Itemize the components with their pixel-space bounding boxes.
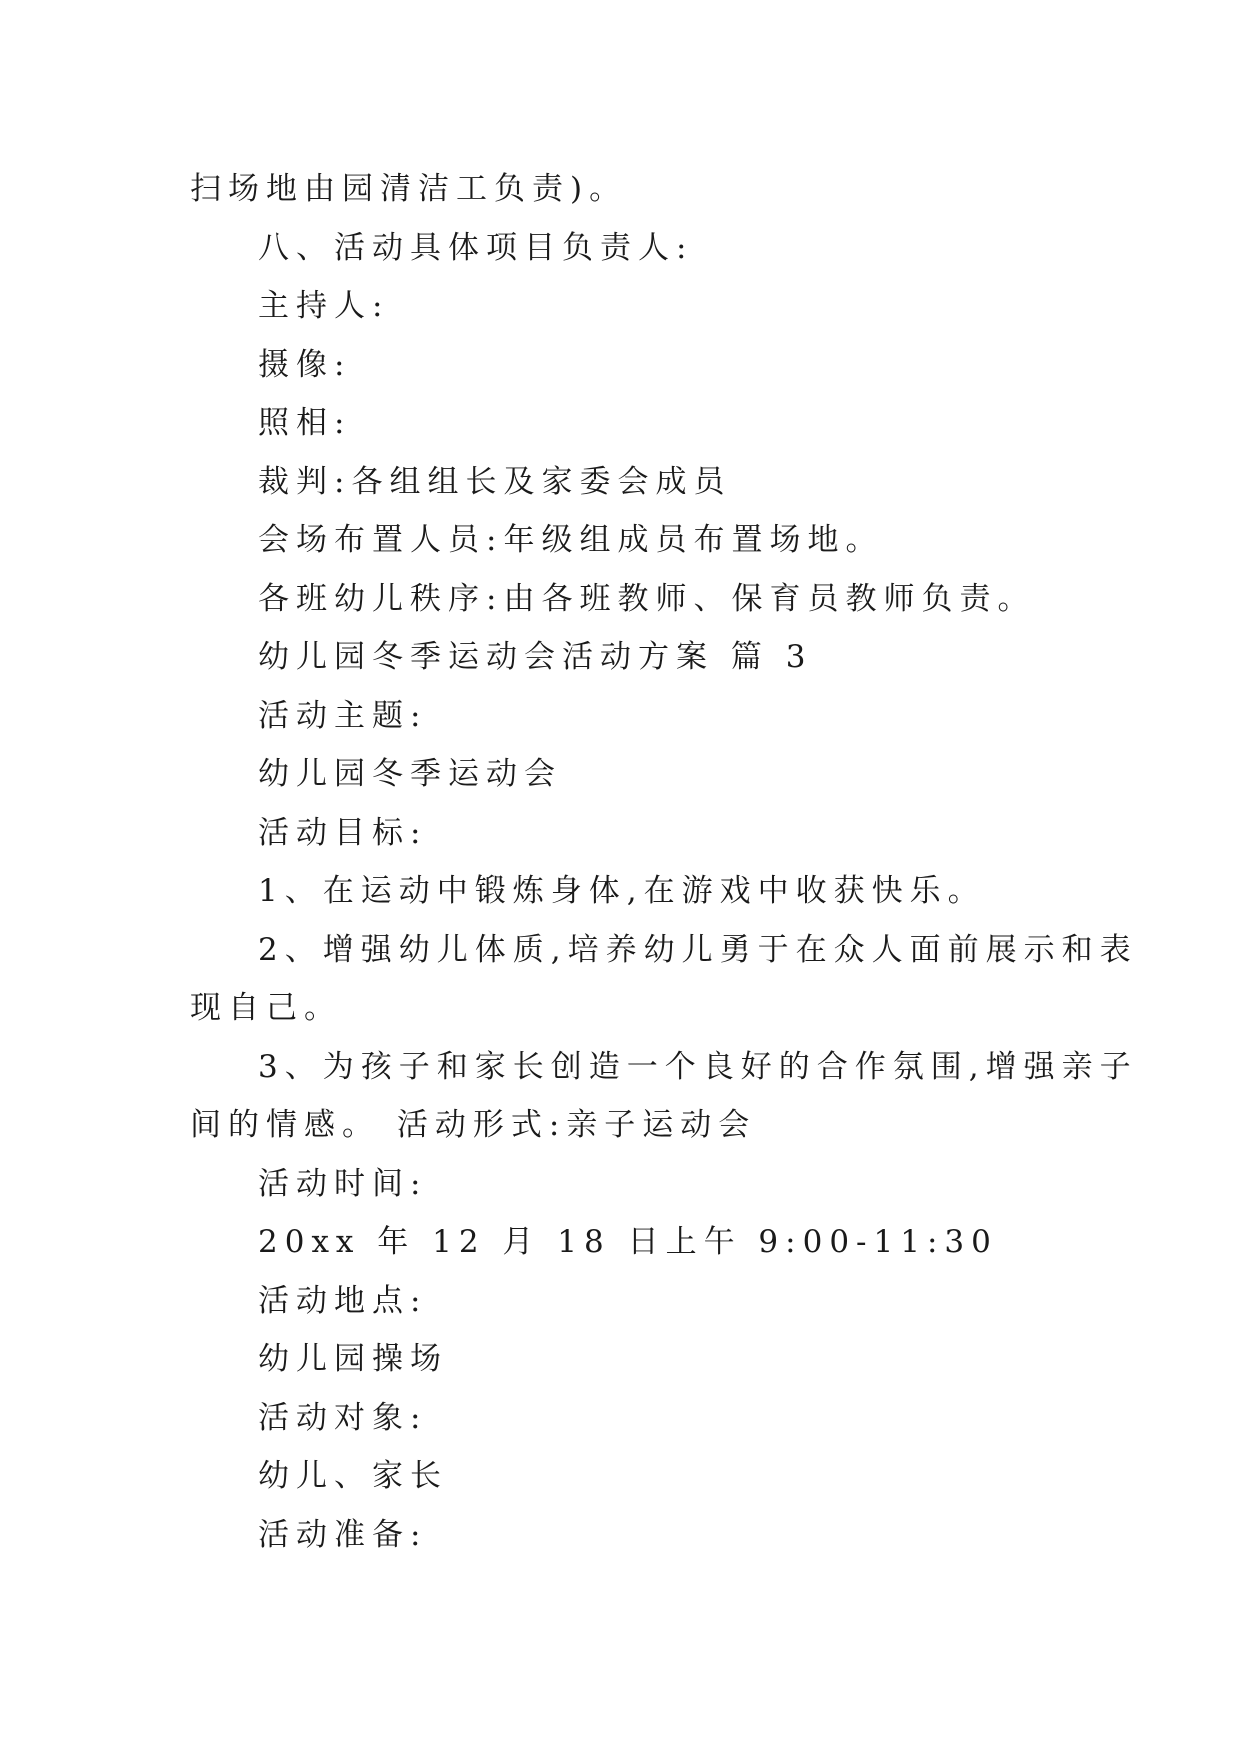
text-line: 活动地点:	[258, 1282, 428, 1319]
text-line: 1、在运动中锻炼身体,在游戏中收获快乐。	[258, 873, 986, 909]
text-line: 活动主题:	[258, 697, 428, 734]
text-line: 20xx 年 12 月 18 日上午 9:00-11:30	[258, 1224, 998, 1260]
text-line: 摄像:	[258, 346, 352, 383]
section-heading: 幼儿园冬季运动会活动方案 篇 3	[258, 639, 813, 675]
text-line: 活动目标:	[258, 814, 428, 851]
document-page	[190, 160, 1138, 1564]
text-line: 活动对象:	[258, 1399, 428, 1436]
text-line: 照相:	[258, 405, 352, 441]
text-line: 现自己。	[190, 990, 342, 1026]
text-line: 幼儿园操场	[258, 1341, 448, 1377]
text-line: 间的情感。 活动形式:亲子运动会	[190, 1107, 757, 1143]
text-line: 幼儿、家长	[258, 1458, 448, 1494]
text-line: 2、增强幼儿体质,培养幼儿勇于在众人面前展示和表	[258, 931, 1138, 968]
text-line: 扫场地由园清洁工负责)。	[190, 171, 628, 207]
text-line: 会场布置人员:年级组成员布置场地。	[258, 522, 884, 558]
section-heading: 八、活动具体项目负责人:	[258, 229, 694, 266]
text-line: 3、为孩子和家长创造一个良好的合作氛围,增强亲子	[258, 1048, 1138, 1085]
text-line: 主持人:	[258, 288, 390, 324]
text-line: 各班幼儿秩序:由各班教师、保育员教师负责。	[258, 580, 1036, 617]
text-line: 幼儿园冬季运动会	[258, 756, 562, 792]
text-line: 活动准备:	[258, 1516, 428, 1553]
text-line: 活动时间:	[258, 1165, 428, 1202]
text-line: 裁判:各组组长及家委会成员	[258, 463, 732, 500]
